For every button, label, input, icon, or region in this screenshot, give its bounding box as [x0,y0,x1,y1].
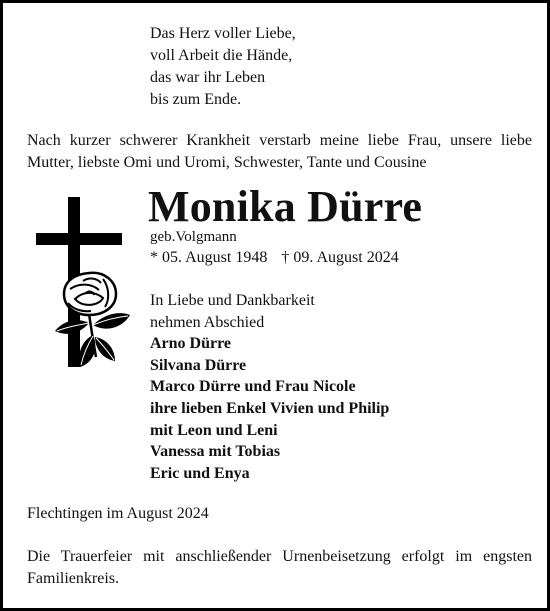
poem-line: das war ihr Leben [150,69,266,86]
death-date: † 09. August 2024 [281,249,399,266]
mourner-name: Vanessa mit Tobias [150,443,281,461]
poem-line: voll Arbeit die Hände, [150,47,293,64]
intro-text: Nach kurzer schwerer Krankheit verstarb meine liebe Frau, unsere liebe Mutter, liebste Omi und Uromi, Schwester, Tante und Cousine [27,132,532,171]
mourner-name: mit Leon und Leni [150,421,278,439]
mourner-name: ihre lieben Enkel Vivien und Philip [150,399,390,417]
poem-line: Das Herz voller Liebe, [150,25,296,42]
place-date: Flechtingen im August 2024 [27,505,209,522]
mourner-name: Eric und Enya [150,464,250,482]
farewell-line: nehmen Abschied [150,313,265,331]
poem-line: bis zum Ende. [150,91,242,108]
deceased-name: Monika Dürre [148,182,423,231]
mourners-list [150,290,389,484]
farewell-line: In Liebe und Dankbarkeit [150,292,315,309]
birth-date: * 05. August 1948 [150,249,268,266]
funeral-note: Die Trauerfeier mit anschließender Urnenbeisetzung erfolgt im engsten Familienkreis. [27,548,532,587]
life-dates [150,247,399,269]
poem [150,23,296,111]
maiden-name: geb.Volgmann [150,229,237,245]
mourner-name: Arno Dürre [150,335,232,353]
mourner-name: Silvana Dürre [150,356,247,374]
mourner-name: Marco Dürre und Frau Nicole [150,378,356,396]
cross-with-rose-icon [33,195,133,375]
